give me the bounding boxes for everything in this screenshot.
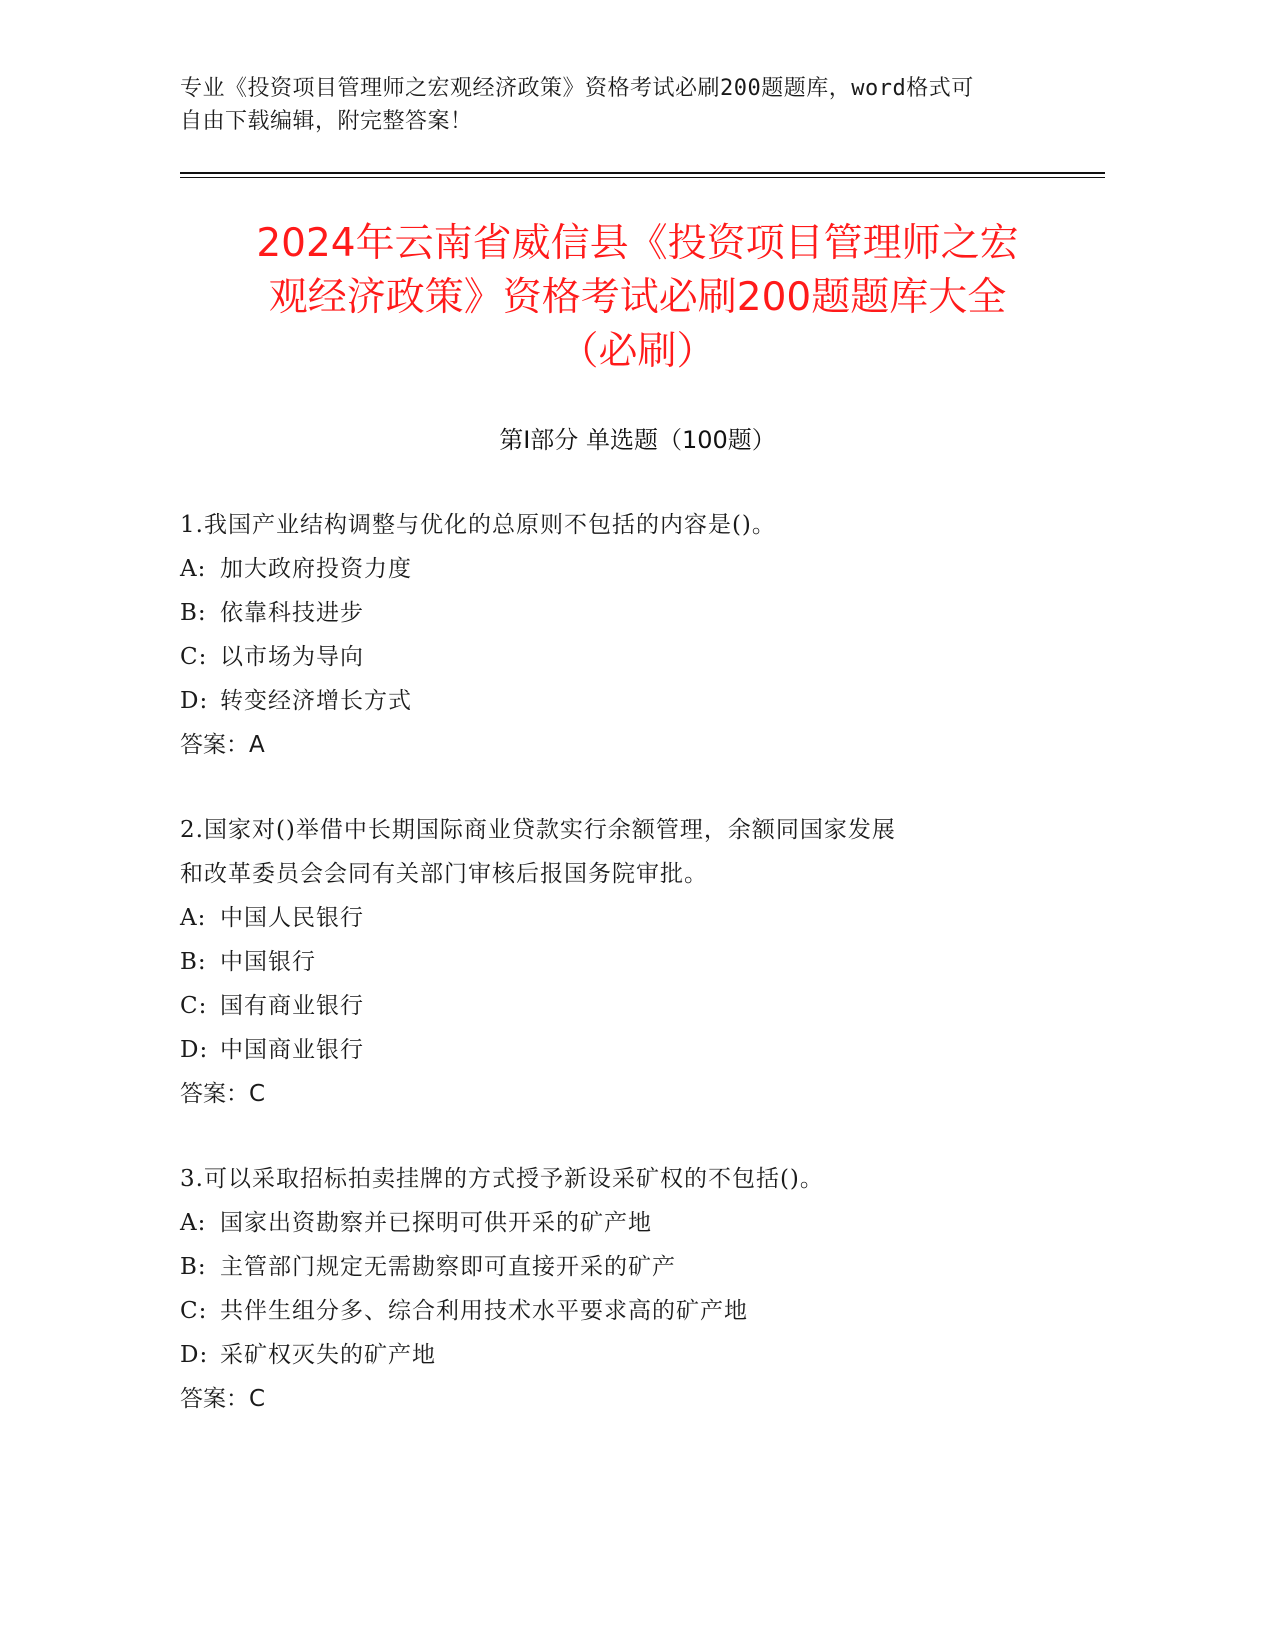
answer-line: 答案：C bbox=[180, 1386, 266, 1412]
question-block bbox=[180, 1157, 1060, 1421]
question-stem: 和改革委员会会同有关部门审核后报国务院审批。 bbox=[180, 861, 708, 887]
question-block bbox=[180, 503, 1060, 767]
option-c bbox=[180, 1289, 1060, 1333]
option-d bbox=[180, 679, 1060, 723]
option-text: 加大政府投资力度 bbox=[220, 556, 412, 582]
option-key: B: bbox=[180, 1254, 207, 1280]
option-text: 以市场为导向 bbox=[220, 644, 364, 670]
option-a bbox=[180, 896, 1060, 940]
option-text: 主管部门规定无需勘察即可直接开采的矿产 bbox=[220, 1254, 676, 1280]
option-text: 采矿权灭失的矿产地 bbox=[220, 1342, 436, 1368]
question-stem: 1.我国产业结构调整与优化的总原则不包括的内容是()。 bbox=[180, 512, 776, 538]
answer-line: 答案：C bbox=[180, 1081, 266, 1107]
option-key: D: bbox=[180, 688, 209, 714]
option-text: 国家出资勘察并已探明可供开采的矿产地 bbox=[220, 1210, 652, 1236]
option-key: A: bbox=[180, 1210, 207, 1236]
answer-line: 答案：A bbox=[180, 732, 265, 758]
question-stem: 3.可以采取招标拍卖挂牌的方式授予新设采矿权的不包括()。 bbox=[180, 1166, 824, 1192]
option-key: A: bbox=[180, 905, 207, 931]
option-key: D: bbox=[180, 1037, 209, 1063]
option-text: 中国商业银行 bbox=[220, 1037, 364, 1063]
option-c bbox=[180, 635, 1060, 679]
header-note-line: 专业《投资项目管理师之宏观经济政策》资格考试必刷200题题库，word格式可 bbox=[180, 76, 974, 101]
option-key: B: bbox=[180, 600, 207, 626]
title-line: 2024年云南省威信县《投资项目管理师之宏 bbox=[256, 221, 1019, 266]
option-text: 共伴生组分多、综合利用技术水平要求高的矿产地 bbox=[220, 1298, 748, 1324]
option-b bbox=[180, 1245, 1060, 1289]
header-note bbox=[180, 72, 1060, 138]
option-text: 中国银行 bbox=[220, 949, 316, 975]
section-heading: 第Ⅰ部分 单选题（100题） bbox=[499, 426, 776, 454]
option-text: 国有商业银行 bbox=[220, 993, 364, 1019]
option-d bbox=[180, 1333, 1060, 1377]
option-text: 转变经济增长方式 bbox=[220, 688, 412, 714]
header-note-line: 自由下载编辑，附完整答案！ bbox=[180, 109, 473, 134]
header-divider-thin bbox=[180, 177, 1105, 178]
option-text: 中国人民银行 bbox=[220, 905, 364, 931]
option-key: B: bbox=[180, 949, 207, 975]
option-d bbox=[180, 1028, 1060, 1072]
title-line: （必刷） bbox=[559, 329, 716, 374]
header-divider-thick bbox=[180, 172, 1105, 174]
option-a bbox=[180, 547, 1060, 591]
option-key: D: bbox=[180, 1342, 209, 1368]
question-block bbox=[180, 808, 1060, 1116]
option-key: C: bbox=[180, 1298, 208, 1324]
document-title bbox=[150, 217, 1125, 379]
option-c bbox=[180, 984, 1060, 1028]
title-line: 观经济政策》资格考试必刷200题题库大全 bbox=[268, 275, 1007, 320]
option-b bbox=[180, 591, 1060, 635]
option-key: C: bbox=[180, 644, 208, 670]
option-a bbox=[180, 1201, 1060, 1245]
option-key: C: bbox=[180, 993, 208, 1019]
option-key: A: bbox=[180, 556, 207, 582]
option-b bbox=[180, 940, 1060, 984]
question-stem: 2.国家对()举借中长期国际商业贷款实行余额管理，余额同国家发展 bbox=[180, 817, 896, 843]
option-text: 依靠科技进步 bbox=[220, 600, 364, 626]
